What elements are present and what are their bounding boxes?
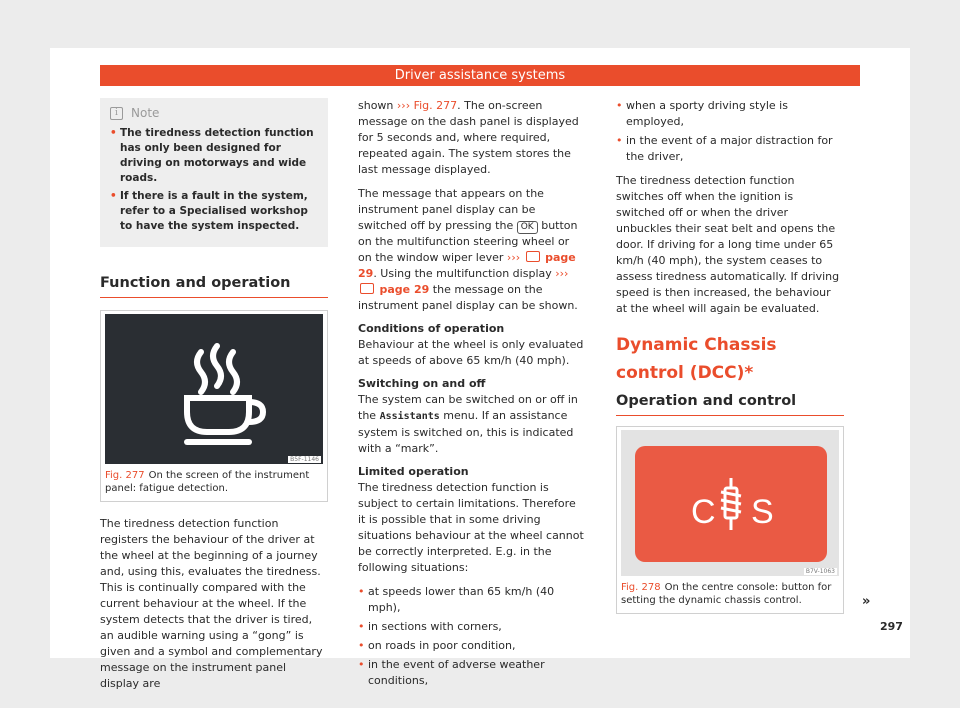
ref-page: page 29 (379, 283, 430, 296)
book-icon (526, 251, 540, 262)
column-3 (616, 98, 844, 614)
continue-mark: » (862, 594, 871, 609)
list-item: • in sections with corners, (358, 619, 586, 635)
ref-page: page 29 (358, 251, 576, 280)
info-icon: i (110, 107, 123, 120)
figure-id: B7V-1063 (805, 568, 835, 575)
body-paragraph (358, 186, 586, 314)
subheading: Switching on and off (358, 377, 486, 390)
note-title: Note (131, 106, 160, 120)
body-paragraph (358, 98, 586, 178)
header-bar: Driver assistance systems (100, 65, 860, 86)
list-item: • on roads in poor condition, (358, 638, 586, 654)
text-run: . The on-screen message on the dash panel is displayed for 5 seconds and, where required, repeated again. The system stores the last message displayed. (358, 99, 579, 176)
note-box (100, 98, 328, 247)
subheading: Conditions of operation (358, 322, 505, 335)
list-item: • in the event of a major distraction for the driver, (616, 133, 844, 165)
note-item: • If there is a fault in the system, refer to a Specialised workshop to have the system inspected. (110, 189, 318, 234)
note-item: • The tiredness detection function has only been designed for driving on motorways and wide roads. (110, 126, 318, 186)
figure-number: Fig. 277 (105, 470, 145, 481)
text-run: menu. If an assistance system is switched on, this is indicated with a “mark”. (358, 409, 574, 455)
text-run: the message on the instrument panel display can be shown. (358, 283, 578, 312)
list-item: • at speeds lower than 65 km/h (40 mph), (358, 584, 586, 616)
ref-arrows: ››› (506, 251, 521, 264)
button-letter-s: S (751, 493, 774, 531)
figure-caption (105, 469, 323, 495)
figure-277 (100, 310, 328, 502)
book-icon (360, 283, 374, 294)
figure-caption-text: On the screen of the instrument panel: fatigue detection. (105, 470, 310, 494)
body-paragraph: Behaviour at the wheel is only evaluated at speeds of above 65 km/h (40 mph). (358, 338, 584, 367)
column-1 (100, 98, 328, 692)
column-2 (358, 98, 586, 689)
text-run: The system can be switched on or off in the (358, 393, 578, 422)
menu-name: Assistants (379, 411, 440, 422)
chapter-title: Dynamic Chassis control (DCC)* (616, 335, 777, 383)
note-header (110, 106, 318, 120)
ref-arrows: ››› (555, 267, 569, 280)
ok-button-label: OK (517, 221, 538, 234)
figure-caption-text: On the centre console: button for setting the dynamic chassis control. (621, 582, 832, 606)
body-paragraph: The tiredness detection function switches off when the ignition is switched off or when the driver unbuckles their seat belt and opens the door. If driving for a long time under 65 km/h (40 mph), the system ceases to assess tiredness automatically. If driving speed is then increased, the behaviour at the wheel will again be evaluated. (616, 174, 840, 315)
page-number: 297 (880, 620, 903, 633)
figure-number: Fig. 278 (621, 582, 661, 593)
fatigue-display-image (105, 314, 323, 464)
figure-id: B5F-1146 (290, 456, 319, 463)
text-run: shown (358, 99, 397, 112)
text-run: . Using the multifunction display (373, 267, 556, 280)
body-paragraph: The tiredness detection function registers the behaviour of the driver at the wheel at the beginning of a journey and, using this, evaluates the tiredness. This is continually compared with the current behaviour at the wheel. If the system detects that the driver is tired, an audible warning using a “gong” is given and a symbol and complementary message on the instrument panel display are (100, 517, 323, 690)
figure-caption (621, 581, 839, 607)
subheading: Limited operation (358, 465, 469, 478)
dcc-button-image (621, 430, 839, 576)
dcc-button-icon (621, 430, 841, 576)
list-item: • when a sporty driving style is employed, (616, 98, 844, 130)
body-paragraph (358, 392, 586, 457)
text-run: button on the multifunction steering wheel or on the window wiper lever (358, 219, 578, 264)
section-title-operation: Operation and control (616, 393, 844, 416)
coffee-cup-icon (105, 314, 325, 464)
list-item: • in the event of adverse weather conditions, (358, 657, 586, 689)
figure-reference-link[interactable]: ››› Fig. 277 (396, 99, 458, 112)
body-paragraph: The tiredness detection function is subject to certain limitations. Therefore it is possible that in some driving situations behaviour at the wheel cannot be correctly interpreted. E.g. in the following situations: (358, 481, 584, 574)
text-run: The message that appears on the instrument panel display can be switched off by pressing the (358, 187, 544, 232)
button-letter-c: C (691, 493, 716, 531)
figure-278 (616, 426, 844, 614)
section-title-function: Function and operation (100, 275, 328, 298)
